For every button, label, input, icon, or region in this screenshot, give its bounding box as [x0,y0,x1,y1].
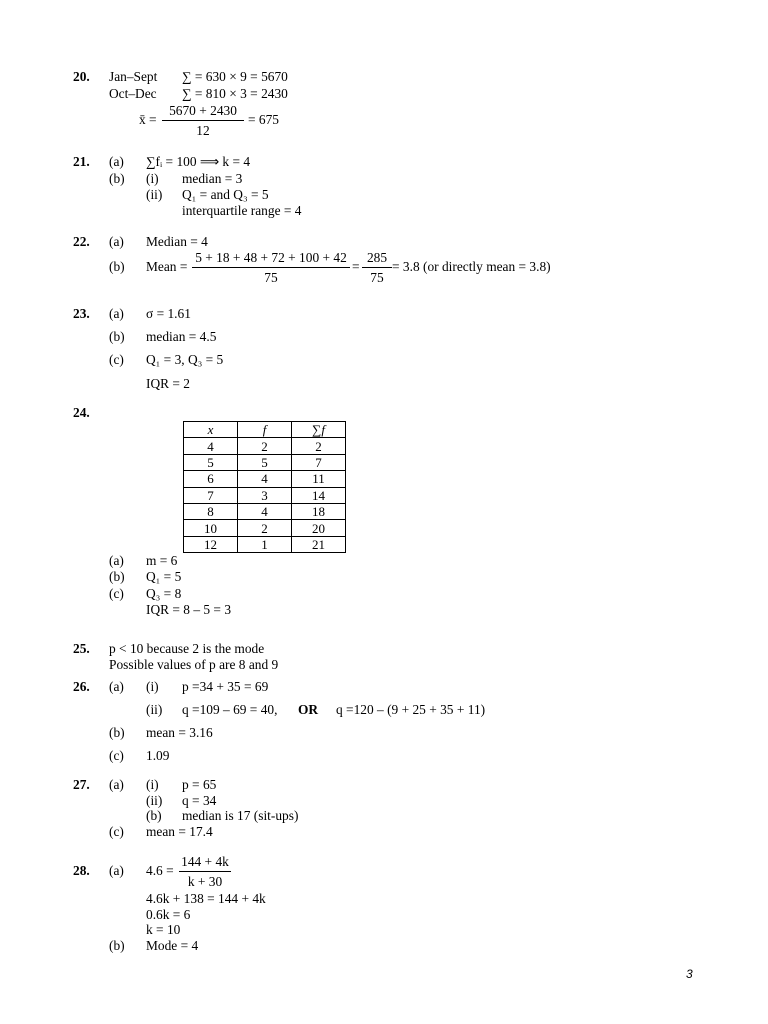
table-cell: 14 [292,487,346,503]
column-header: f [238,422,292,438]
q20-line2-label: Oct–Dec [109,86,157,101]
subpart-label: (ii) [146,702,163,717]
part-label: (b) [109,938,125,953]
question-number: 23. [73,306,90,321]
table-cell: 10 [184,520,238,536]
table-cell: 4 [184,438,238,454]
q28-step1: 4.6k + 138 = 144 + 4k [146,891,266,906]
q20-denominator: 12 [196,123,210,138]
q22-denominator-1: 75 [264,270,278,285]
table-cell: 1 [238,536,292,552]
table-cell: 4 [238,471,292,487]
part-label: (a) [109,679,124,694]
table-header-row [184,422,346,438]
q27-aii-text: q = 34 [182,793,217,808]
table-cell: 5 [238,454,292,470]
table-cell: 7 [184,487,238,503]
q20-line1-label: Jan–Sept [109,69,158,84]
part-label: (b) [146,808,162,823]
q20-line2-expr: ∑ = 810 × 3 = 2430 [182,86,288,101]
q26-b-text: mean = 3.16 [146,725,213,740]
part-label: (c) [109,586,124,601]
q28-step3: k = 10 [146,922,181,937]
q28-step2: 0.6k = 6 [146,907,191,922]
question-number: 22. [73,234,90,249]
q22-b-mean-label: Mean = [146,259,188,274]
table-row [184,487,346,503]
question-number: 27. [73,777,90,792]
part-label: (b) [109,259,125,274]
q23-c-extra: IQR = 2 [146,376,191,391]
q28-b-text: Mode = 4 [146,938,199,953]
q22-denominator-2: 75 [370,270,384,285]
column-header: x [184,422,238,438]
table-cell: 18 [292,503,346,519]
table-row [184,520,346,536]
part-label: (b) [109,725,125,740]
q21-bi-text: median = 3 [182,171,243,186]
question-number: 20. [73,69,90,84]
q28-a-lhs: 4.6 = [146,863,174,878]
q22-fraction-2 [362,250,392,286]
q23-a-text: σ = 1.61 [146,306,191,321]
q27-c-text: mean = 17.4 [146,824,213,839]
table-cell: 21 [292,536,346,552]
question-number: 26. [73,679,90,694]
subpart-label: (ii) [146,793,163,808]
table-row [184,503,346,519]
question-number: 21. [73,154,90,169]
q28-numerator: 144 + 4k [179,854,231,872]
table-row [184,438,346,454]
q27-ai-text: p = 65 [182,777,217,792]
table-cell: 12 [184,536,238,552]
part-label: (a) [109,777,124,792]
table-cell: 4 [238,503,292,519]
part-label: (b) [109,171,125,186]
q22-equals: = [352,259,360,274]
part-label: (a) [109,306,124,321]
q27-b-text: median is 17 (sit-ups) [182,808,299,823]
q20-mean-lhs: x̄ = [139,112,157,127]
part-label: (c) [109,824,124,839]
table-cell: 6 [184,471,238,487]
table-cell: 2 [292,438,346,454]
q28-fraction [179,854,231,890]
q24-a-text: m = 6 [146,553,178,568]
q22-numerator-2: 285 [362,250,392,268]
q26-ai-text: p =34 + 35 = 69 [182,679,269,694]
table-cell: 7 [292,454,346,470]
subpart-label: (i) [146,777,159,792]
q21-bii-extra: interquartile range = 4 [182,203,302,218]
q24-c-extra: IQR = 8 – 5 = 3 [146,602,232,617]
subpart-label: (i) [146,679,159,694]
part-label: (b) [109,329,125,344]
table-cell: 20 [292,520,346,536]
table-row [184,454,346,470]
question-number: 24. [73,405,90,420]
part-label: (a) [109,863,124,878]
part-label: (a) [109,234,124,249]
q26-aii-text: q =109 – 69 = 40, [182,702,278,717]
q23-b-text: median = 4.5 [146,329,217,344]
q26-c-text: 1.09 [146,748,170,763]
q26-aii-alt: q =120 – (9 + 25 + 35 + 11) [336,702,486,717]
table-cell: 2 [238,438,292,454]
question-number: 25. [73,641,90,656]
q22-a-text: Median = 4 [146,234,208,249]
question-number: 28. [73,863,90,878]
part-label: (c) [109,352,124,367]
q20-mean-rhs: = 675 [248,112,279,127]
table-cell: 2 [238,520,292,536]
q25-line2: Possible values of p are 8 and 9 [109,657,279,672]
table-row [184,536,346,552]
subpart-label: (i) [146,171,159,186]
part-label: (c) [109,748,124,763]
table-cell: 5 [184,454,238,470]
q22-b-tail: = 3.8 (or directly mean = 3.8) [392,259,551,274]
q22-numerator-1: 5 + 18 + 48 + 72 + 100 + 42 [192,250,350,268]
q24-b-text: Q₁ = 5 [146,569,182,584]
part-label: (a) [109,553,124,568]
page-number: 3 [686,967,693,981]
q22-fraction-1 [192,250,350,286]
q21-a-text: ∑fᵢ = 100 ⟹ k = 4 [146,154,251,169]
table-row [184,471,346,487]
column-header: ∑f [292,422,346,438]
q23-c-text: Q₁ = 3, Q₃ = 5 [146,352,224,367]
q28-denominator: k + 30 [187,874,223,889]
q20-line1-expr: ∑ = 630 × 9 = 5670 [182,69,288,84]
q20-numerator: 5670 + 2430 [162,103,244,121]
table-cell: 8 [184,503,238,519]
q24-c-text: Q₃ = 8 [146,586,182,601]
q21-bii-text: Q₁ = and Q₃ = 5 [182,187,269,202]
subpart-label: (ii) [146,187,163,202]
part-label: (a) [109,154,124,169]
q25-line1: p < 10 because 2 is the mode [109,641,265,656]
frequency-table [183,421,346,553]
q20-fraction [162,103,244,139]
part-label: (b) [109,569,125,584]
q26-or: OR [298,702,319,717]
table-cell: 11 [292,471,346,487]
table-cell: 3 [238,487,292,503]
